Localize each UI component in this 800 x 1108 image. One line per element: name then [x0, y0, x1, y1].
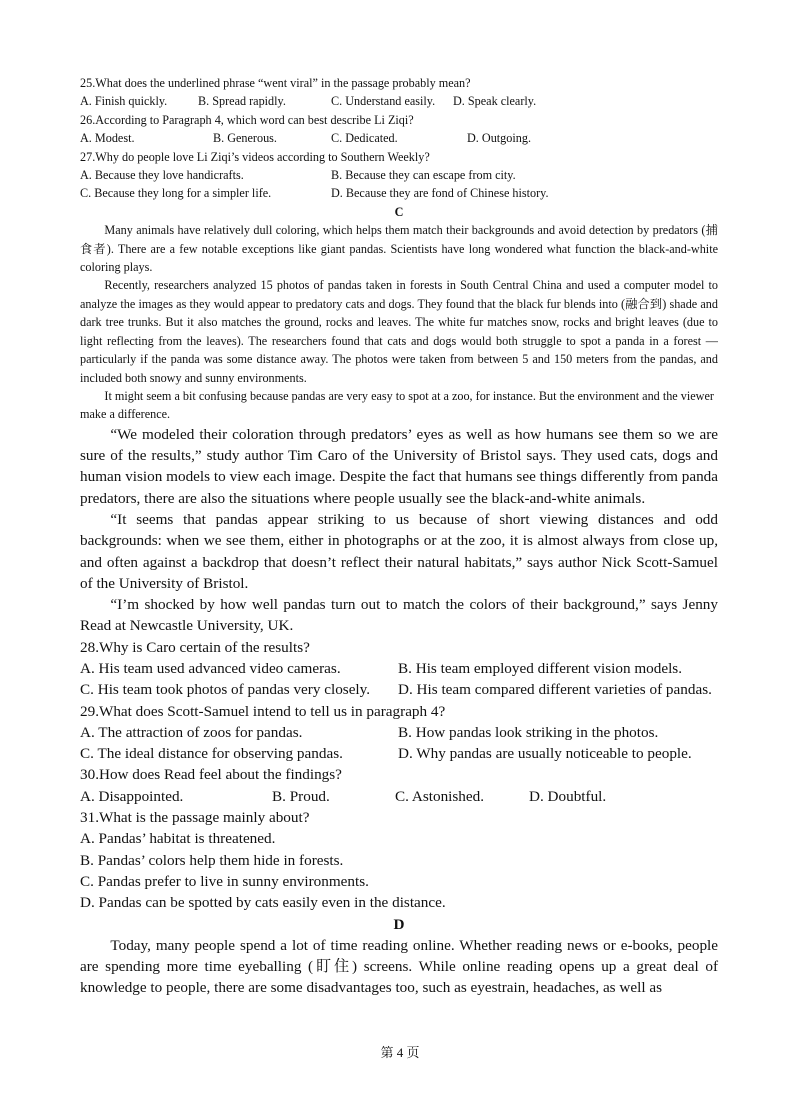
question-stem: 30.How does Read feel about the findings?	[80, 766, 342, 784]
option-b: B. Generous.	[213, 131, 277, 146]
option-d: D. His team compared different varieties of pandas.	[398, 681, 712, 699]
options-row	[80, 679, 718, 700]
option-b: B. Because they can escape from city.	[331, 168, 516, 183]
exam-page	[80, 74, 718, 999]
question-31	[80, 807, 718, 913]
options-row	[80, 166, 718, 184]
option-a: A. Because they love handicrafts.	[80, 168, 244, 183]
options-row	[80, 658, 718, 679]
option-a: A. Disappointed.	[80, 787, 184, 805]
option-a: A. Pandas’ habitat is threatened.	[80, 830, 276, 848]
option-b: B. Pandas’ colors help them hide in forests.	[80, 851, 344, 869]
question-26	[80, 111, 718, 148]
option-c: C. Astonished.	[395, 787, 485, 805]
question-25	[80, 74, 718, 111]
section-heading-d: D	[393, 915, 405, 933]
option-c: C. Understand easily.	[331, 94, 436, 109]
options-row	[80, 786, 718, 807]
option-a: A. His team used advanced video cameras.	[80, 659, 341, 677]
option-b: B. His team employed different vision models.	[398, 659, 683, 677]
option-d: D. Why pandas are usually noticeable to people.	[398, 745, 692, 763]
option-a: A. Finish quickly.	[80, 94, 168, 109]
option-c: C. His team took photos of pandas very closely.	[80, 681, 371, 699]
options-row	[80, 743, 718, 764]
option-a: A. Modest.	[80, 131, 135, 146]
option-c: C. The ideal distance for observing pandas.	[80, 745, 343, 763]
passage-c-small	[80, 221, 718, 423]
options-row	[80, 92, 718, 110]
paragraph: “We modeled their coloration through predators’ eyes as well as how humans see them so we are sure of the results,” study author Tim Caro of the University of Bristol says. They used cats, dogs and human vision models to view each image. Despite the fact that humans see things differently from panda predators, there are also the situations where people usually see the black-and-white animals.	[80, 425, 718, 507]
question-30	[80, 764, 718, 807]
option-c: C. Pandas prefer to live in sunny environments.	[80, 872, 369, 890]
option-d: D. Outgoing.	[467, 131, 531, 146]
question-27	[80, 148, 718, 203]
question-stem: 27.Why do people love Li Ziqi’s videos according to Southern Weekly?	[80, 149, 430, 164]
paragraph: It might seem a bit confusing because pandas are very easy to spot at a zoo, for instance. But the environment and the viewer make a difference.	[80, 388, 714, 422]
option-d: D. Pandas can be spotted by cats easily even in the distance.	[80, 894, 446, 912]
paragraph: “It seems that pandas appear striking to us because of short viewing distances and odd backgrounds: when we see them, either in photographs or at the zoo, it is almost always from close up, and often against a backdrop that doesn’t reflect their natural habitats,” says author Nick Scott-Samuel of the University of Bristol.	[80, 510, 718, 592]
option-d: D. Speak clearly.	[453, 94, 537, 109]
option-b: B. Proud.	[272, 787, 330, 805]
section-heading-c: C	[394, 204, 404, 219]
options-row	[80, 129, 718, 147]
options-row	[80, 184, 718, 202]
option-c: C. Because they long for a simpler life.	[80, 186, 272, 201]
passage-c-large	[80, 424, 718, 637]
option-c: C. Dedicated.	[331, 131, 398, 146]
question-stem: 31.What is the passage mainly about?	[80, 809, 310, 827]
option-b: B. Spread rapidly.	[198, 94, 286, 109]
option-a: A. The attraction of zoos for pandas.	[80, 723, 303, 741]
paragraph: Recently, researchers analyzed 15 photos of pandas taken in forests in South Central China and used a computer model to analyze the images as they would appear to predatory cats and dogs. They found that the black fur blends into (融合到) shade and dark tree trunks. But it also matches the ground, rocks and leaves. The white fur matches snow, rocks and bright leaves (due to light reflecting from the leaves). The researchers found that cats and dogs would both struggle to spot a panda in a forest — particularly if the panda was some distance away. The photos were taken from between 5 and 150 meters from the pandas, and included both snowy and sunny environments.	[80, 278, 718, 385]
question-stem: 25.What does the underlined phrase “went viral” in the passage probably mean?	[80, 76, 471, 90]
paragraph: “I’m shocked by how well pandas turn out to match the colors of their background,” says Jenny Read at Newcastle University, UK.	[80, 596, 718, 635]
option-d: D. Because they are fond of Chinese history.	[331, 186, 549, 201]
question-28	[80, 637, 718, 701]
paragraph: Many animals have relatively dull coloring, which helps them match their backgrounds and avoid detection by predators (捕食者). There are a few notable exceptions like giant pandas. Scientists have long wondered what function the black-and-white coloring plays.	[80, 223, 718, 275]
question-stem: 28.Why is Caro certain of the results?	[80, 638, 310, 656]
question-29	[80, 701, 718, 765]
page-number: 第 4 页	[380, 1045, 420, 1060]
paragraph: Today, many people spend a lot of time reading online. Whether reading news or e-books, people are spending more time eyeballing (盯住) screens. While online reading opens up a great deal of knowledge to people, there are some disadvantages too, such as eyestrain, headaches, as well as	[80, 936, 718, 997]
options-row	[80, 722, 718, 743]
passage-d	[80, 935, 718, 999]
question-stem: 26.According to Paragraph 4, which word can best describe Li Ziqi?	[80, 112, 414, 127]
option-d: D. Doubtful.	[529, 787, 607, 805]
question-stem: 29.What does Scott-Samuel intend to tell us in paragraph 4?	[80, 702, 446, 720]
option-b: B. How pandas look striking in the photos.	[398, 723, 659, 741]
